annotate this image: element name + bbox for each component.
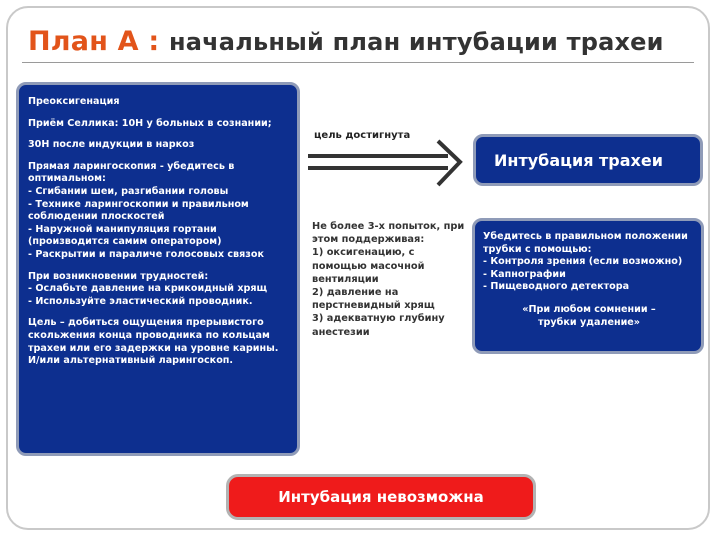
step-direct-laryngoscopy: Прямая ларингоскопия - убедитесь в оптимальном: - Сгибании шеи, разгибании головы - Технике ларингоскопии и правильном соблюдении плоскостей - Наружной манипуляция гортани (производится самим оператором) - Раскрытии и параличе голосовых связок (28, 160, 264, 260)
slide-title (28, 26, 664, 57)
confirm-item: - Капнографии (483, 268, 566, 280)
confirm-note: «При любом сомнении – трубки удаление» (522, 303, 656, 328)
confirm-intro: Убедитесь в правильном положении трубки с помощью: (483, 231, 688, 255)
confirm-item: - Контроля зрения (если возможно) (483, 256, 683, 268)
step-sellick-conscious: Приём Селлика: 10Н у больных в сознании; (28, 117, 272, 129)
step-difficulties: При возникновении трудностей: - Ослабьте давление на крикоидный хрящ - Используйте эластический проводник. (28, 270, 268, 307)
title-divider (22, 62, 694, 63)
step-goal: Цель – добиться ощущения прерывистого скольжения конца проводника по кольцам трахеи или его задержки на уровне карины. И/или альтернативный ларингоскоп. (28, 317, 279, 367)
title-main: начальный план интубации трахеи (168, 28, 664, 56)
confirm-position-box (472, 218, 704, 354)
step-sellick-induction: 30Н после индукции в наркоз (28, 139, 195, 151)
plan-steps-box (16, 82, 300, 456)
intubation-failed-box: Интубация невозможна (226, 474, 536, 520)
intubation-box: Интубация трахеи (473, 134, 703, 186)
confirm-item: - Пищеводного детектора (483, 281, 630, 293)
goal-achieved-label: цель достигнута (314, 130, 411, 141)
step-preoxygenation: Преоксигенация (28, 96, 120, 107)
attempts-text: Не более 3-х попыток, при этом поддерживая: 1) оксигенацию, с помощью масочной вентиляции 2) давление на перстневидный хрящ 3) адекватную глубину анестезии (312, 221, 465, 338)
title-accent: План А : (28, 26, 160, 57)
right-arrow-icon (306, 139, 466, 187)
